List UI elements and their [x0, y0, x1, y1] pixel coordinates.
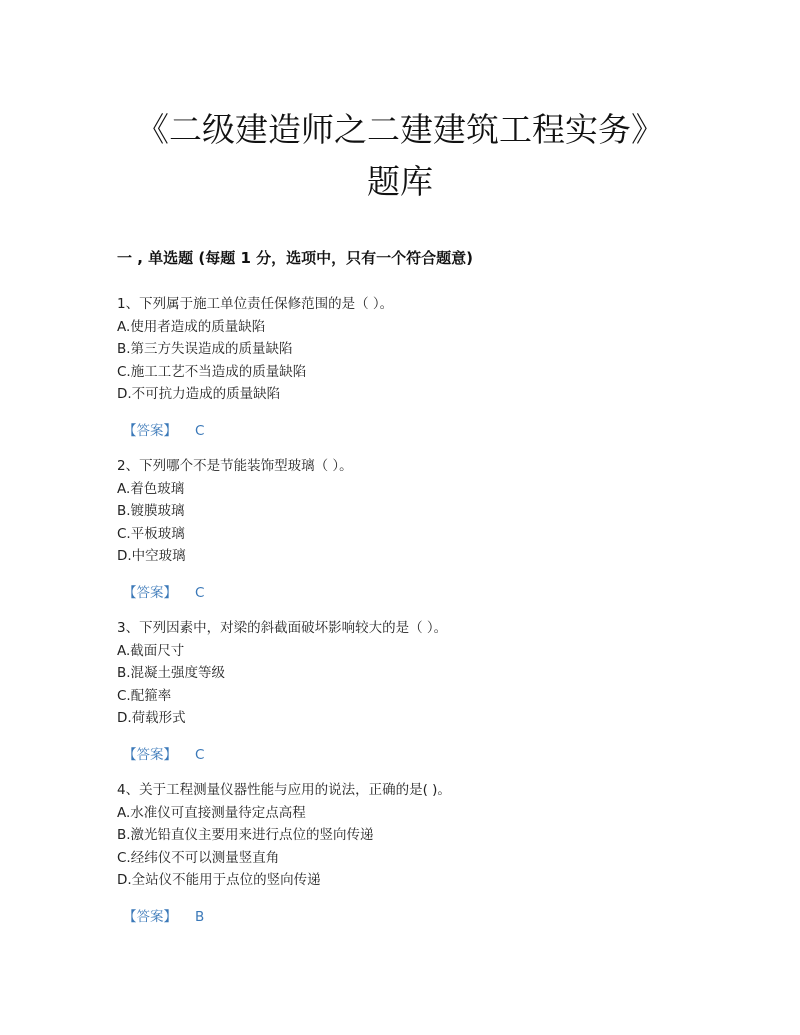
option-d: D.不可抗力造成的质量缺陷	[117, 386, 281, 402]
question-stem: 4、关于工程测量仪器性能与应用的说法，正确的是( )。	[117, 782, 451, 798]
section-heading: 一 , 单选题 (每题 1 分，选项中，只有一个符合题意)	[117, 249, 473, 267]
answer-value: C	[195, 584, 205, 601]
option-b: B.第三方失误造成的质量缺陷	[117, 341, 293, 357]
answer-value: C	[195, 746, 205, 763]
answer-line	[117, 582, 717, 604]
question-4	[117, 779, 717, 928]
option-d: D.荷载形式	[117, 710, 186, 726]
question-3	[117, 617, 717, 766]
answer-label: 【答案】	[123, 422, 177, 439]
option-d: D.中空玻璃	[117, 548, 186, 564]
answer-line	[117, 420, 717, 442]
answer-value: C	[195, 422, 205, 439]
document-title-continued: 题库	[367, 162, 433, 201]
answer-label: 【答案】	[123, 746, 177, 763]
option-b: B.混凝土强度等级	[117, 665, 226, 681]
answer-label: 【答案】	[123, 584, 177, 601]
answer-line	[117, 744, 717, 766]
option-a: A.水准仪可直接测量待定点高程	[117, 804, 306, 821]
option-a: A.着色玻璃	[117, 480, 185, 497]
question-stem: 3、下列因素中，对梁的斜截面破坏影响较大的是（ ）。	[117, 620, 448, 636]
question-stem: 1、下列属于施工单位责任保修范围的是（ ）。	[117, 296, 394, 312]
option-a: A.使用者造成的质量缺陷	[117, 318, 266, 335]
option-c: C.经纬仪不可以测量竖直角	[117, 849, 280, 866]
option-c: C.配箍率	[117, 687, 172, 704]
option-b: B.镀膜玻璃	[117, 503, 185, 519]
question-stem: 2、下列哪个不是节能装饰型玻璃（ ）。	[117, 458, 353, 474]
answer-label: 【答案】	[123, 908, 177, 925]
option-b: B.激光铅直仪主要用来进行点位的竖向传递	[117, 827, 374, 843]
question-1	[117, 293, 717, 442]
question-2	[117, 455, 717, 604]
option-d: D.全站仪不能用于点位的竖向传递	[117, 872, 321, 888]
option-a: A.截面尺寸	[117, 642, 185, 659]
option-c: C.平板玻璃	[117, 525, 185, 542]
option-c: C.施工工艺不当造成的质量缺陷	[117, 363, 307, 380]
answer-line	[117, 906, 717, 928]
document-title: 《二级建造师之二建建筑工程实务》	[136, 110, 664, 149]
answer-value: B	[195, 908, 205, 925]
